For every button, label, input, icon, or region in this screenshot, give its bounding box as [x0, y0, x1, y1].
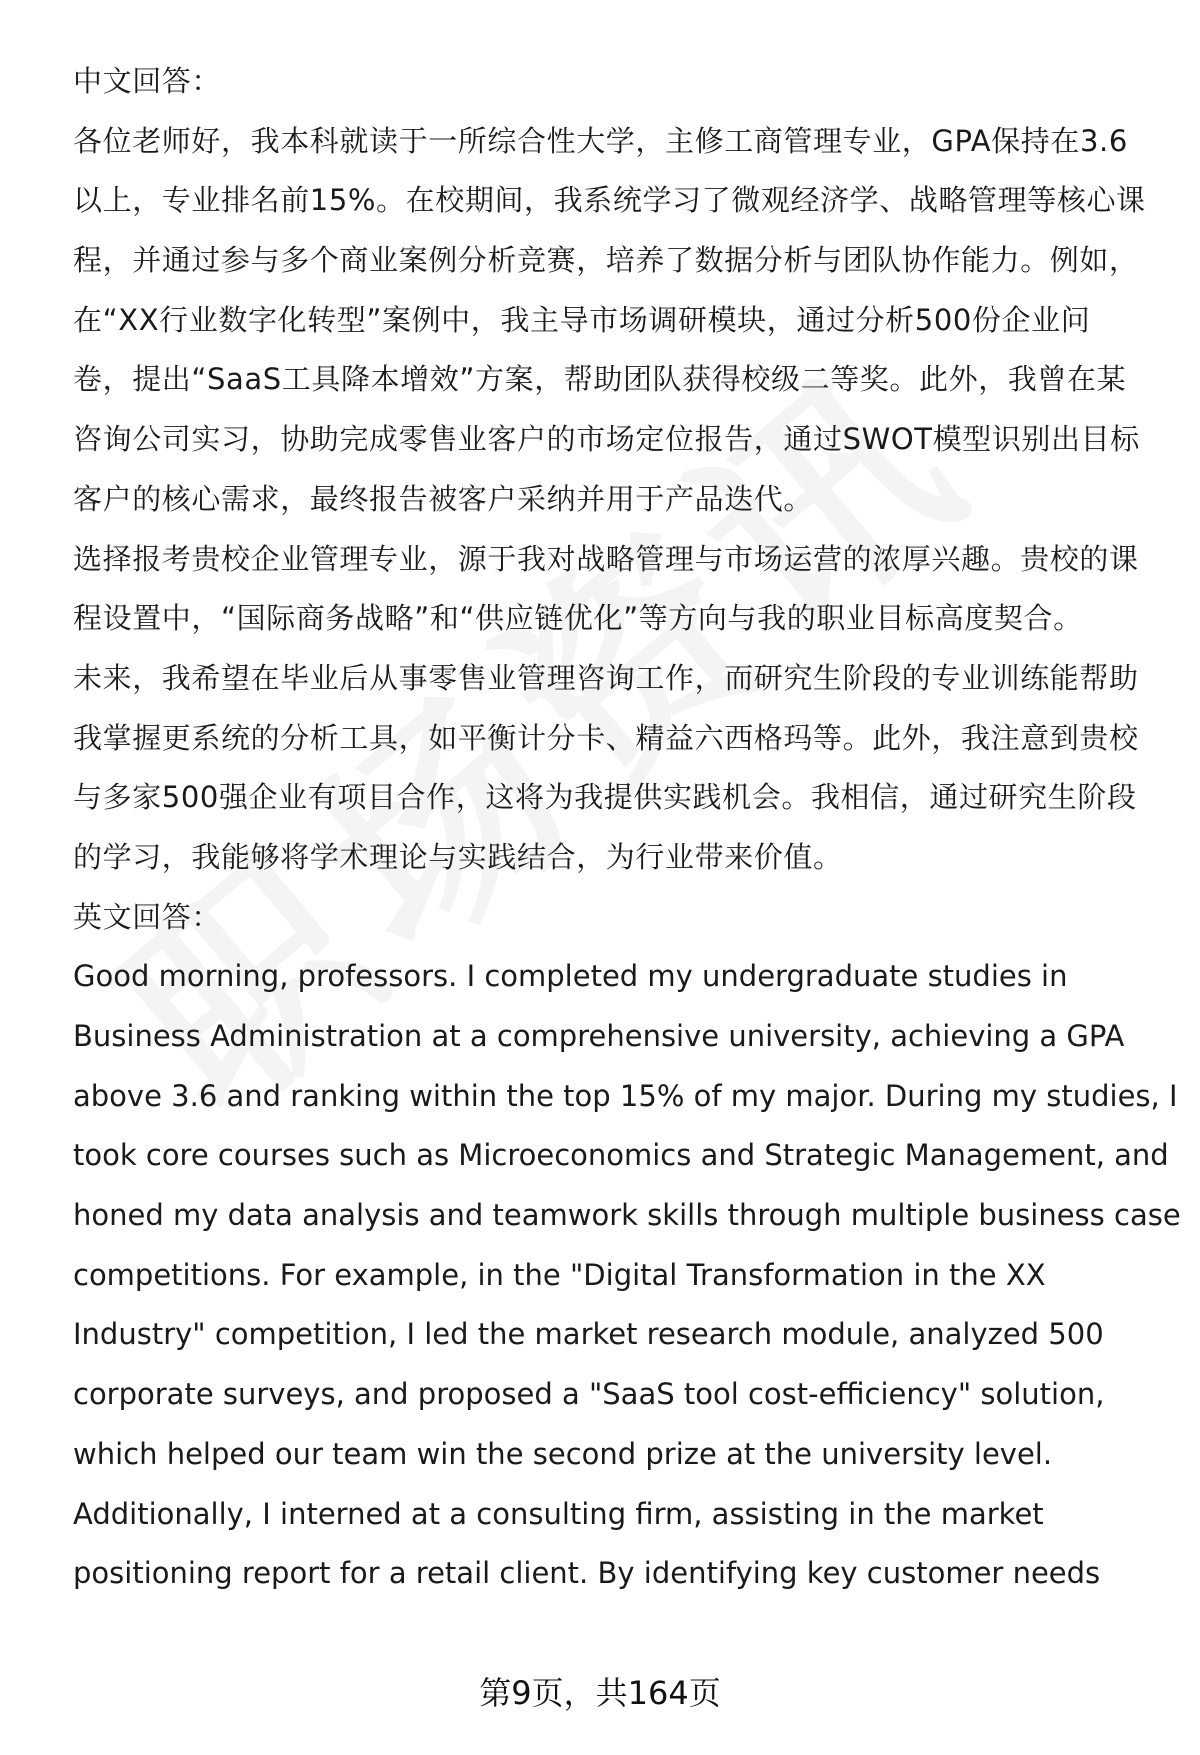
text-line: 以上，专业排名前15%。在校期间，我系统学习了微观经济学、战略管理等核心课	[73, 183, 1146, 218]
text-line: 程设置中，“国际商务战略”和“供应链优化”等方向与我的职业目标高度契合。	[73, 601, 1083, 636]
cn-paragraph-2	[73, 530, 1153, 888]
text-line: honed my data analysis and teamwork skills through multiple business case	[73, 1198, 1181, 1233]
text-line: above 3.6 and ranking within the top 15% of my major. During my studies, I	[73, 1078, 1178, 1113]
text-line: 各位老师好，我本科就读于一所综合性大学，主修工商管理专业，GPA保持在3.6	[73, 123, 1128, 158]
text-line: 程，并通过参与多个商业案例分析竞赛，培养了数据分析与团队协作能力。例如，	[73, 243, 1139, 278]
en-heading: 英文回答：	[73, 899, 222, 934]
text-line: Good morning, professors. I completed my undergraduate studies in	[73, 959, 1068, 994]
text-line: 未来，我希望在毕业后从事零售业管理咨询工作，而研究生阶段的专业训练能帮助	[73, 660, 1139, 695]
text-line: corporate surveys, and proposed a "SaaS tool cost-efficiency" solution,	[73, 1377, 1105, 1412]
text-line: competitions. For example, in the "Digital Transformation in the XX	[73, 1257, 1046, 1292]
text-line: Business Administration at a comprehensive university, achieving a GPA	[73, 1019, 1125, 1053]
text-line: 咨询公司实习，协助完成零售业客户的市场定位报告，通过SWOT模型识别出目标	[73, 422, 1140, 457]
text-line: 在“XX行业数字化转型”案例中，我主导市场调研模块，通过分析500份企业问	[73, 302, 1091, 337]
text-line: which helped our team win the second prize at the university level.	[73, 1436, 1053, 1471]
text-line: 的学习，我能够将学术理论与实践结合，为行业带来价值。	[73, 839, 843, 874]
document-content	[73, 52, 1181, 1604]
en-paragraph-1	[73, 947, 1181, 1604]
cn-paragraph-1	[73, 112, 1153, 530]
text-line: Additionally, I interned at a consulting firm, assisting in the market	[73, 1496, 1044, 1531]
text-line: Industry" competition, I led the market research module, analyzed 500	[73, 1317, 1104, 1352]
page-number: 第9页，共164页	[479, 1674, 721, 1712]
text-line: 我掌握更系统的分析工具，如平衡计分卡、精益六西格玛等。此外，我注意到贵校	[73, 720, 1139, 755]
text-line: 客户的核心需求，最终报告被客户采纳并用于产品迭代。	[73, 481, 814, 516]
cn-heading: 中文回答：	[73, 64, 222, 98]
text-line: 选择报考贵校企业管理专业，源于我对战略管理与市场运营的浓厚兴趣。贵校的课	[73, 541, 1139, 576]
text-line: 与多家500强企业有项目合作，这将为我提供实践机会。我相信，通过研究生阶段	[73, 780, 1137, 815]
text-line: positioning report for a retail client. By identifying key customer needs	[73, 1556, 1101, 1591]
text-line: 卷，提出“SaaS工具降本增效”方案，帮助团队获得校级二等奖。此外，我曾在某	[73, 362, 1127, 397]
text-line: took core courses such as Microeconomics and Strategic Management, and	[73, 1138, 1169, 1173]
